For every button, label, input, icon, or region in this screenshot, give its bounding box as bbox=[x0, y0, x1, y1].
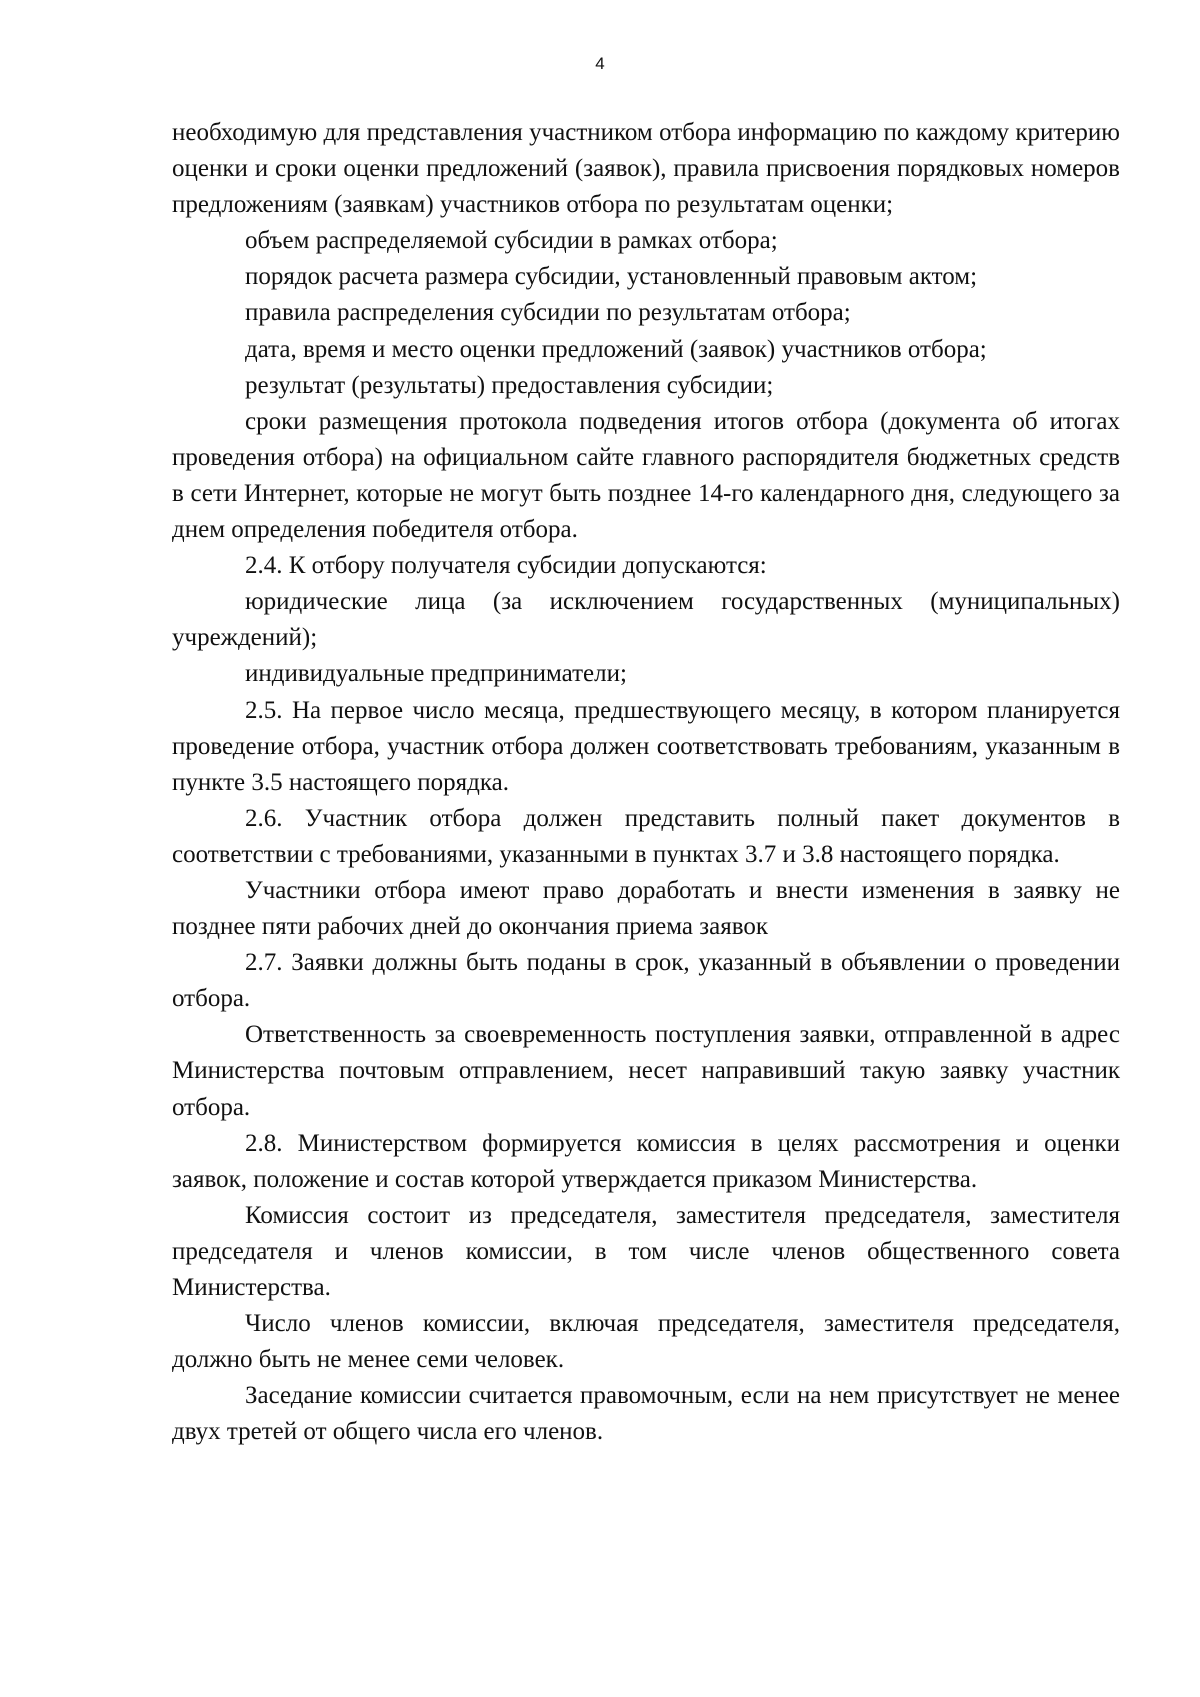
paragraph: индивидуальные предприниматели; bbox=[245, 660, 627, 688]
paragraph: 2.5. На первое число месяца, предшествующего месяцу, в котором планируется проведение отбора, участник отбора должен соответствовать требованиям, указанным в пункте 3.5 настоящего порядка. bbox=[172, 696, 1120, 796]
paragraph: Число членов комиссии, включая председателя, заместителя председателя, должно быть не менее семи человек. bbox=[172, 1310, 1120, 1374]
paragraph: 2.8. Министерством формируется комиссия в целях рассмотрения и оценки заявок, положение и состав которой утверждается приказом Министерства. bbox=[172, 1129, 1120, 1193]
paragraph: дата, время и место оценки предложений (заявок) участников отбора; bbox=[245, 335, 987, 363]
paragraph: 2.4. К отбору получателя субсидии допускаются: bbox=[245, 552, 767, 580]
paragraph: результат (результаты) предоставления субсидии; bbox=[245, 371, 774, 399]
paragraph: необходимую для представления участником отбора информацию по каждому критерию оценки и сроки оценки предложений (заявок), правила присвоения порядковых номеров предложениям (заявкам) участников отбора по результатам оценки; bbox=[172, 119, 1120, 219]
paragraph: Участники отбора имеют право доработать и внести изменения в заявку не позднее пяти рабочих дней до окончания приема заявок bbox=[172, 876, 1120, 941]
paragraph: 2.6. Участник отбора должен представить полный пакет документов в соответствии с требованиями, указанными в пунктах 3.7 и 3.8 настоящего порядка. bbox=[172, 804, 1120, 868]
paragraph: порядок расчета размера субсидии, установленный правовым актом; bbox=[245, 263, 978, 291]
paragraph: юридические лица (за исключением государственных (муниципальных) учреждений); bbox=[172, 588, 1120, 652]
paragraph: Заседание комиссии считается правомочным, если на нем присутствует не менее двух третей от общего числа его членов. bbox=[172, 1382, 1120, 1446]
document-body bbox=[172, 115, 1120, 1450]
paragraph: Комиссия состоит из председателя, заместителя председателя, заместителя председателя и членов комиссии, в том числе членов общественного совета Министерства. bbox=[172, 1201, 1120, 1301]
paragraph: сроки размещения протокола подведения итогов отбора (документа об итогах проведения отбора) на официальном сайте главного распорядителя бюджетных средств в сети Интернет, которые не могут быть позднее 14-го календарного дня, следующего за днем определения победителя отбора. bbox=[172, 407, 1120, 544]
paragraph: 2.7. Заявки должны быть поданы в срок, указанный в объявлении о проведении отбора. bbox=[172, 949, 1120, 1013]
paragraph: объем распределяемой субсидии в рамках отбора; bbox=[245, 227, 778, 255]
paragraph: Ответственность за своевременность поступления заявки, отправленной в адрес Министерства почтовым отправлением, несет направивший такую заявку участник отбора. bbox=[172, 1021, 1120, 1121]
paragraph: правила распределения субсидии по результатам отбора; bbox=[245, 299, 851, 327]
page-number: 4 bbox=[595, 54, 605, 73]
